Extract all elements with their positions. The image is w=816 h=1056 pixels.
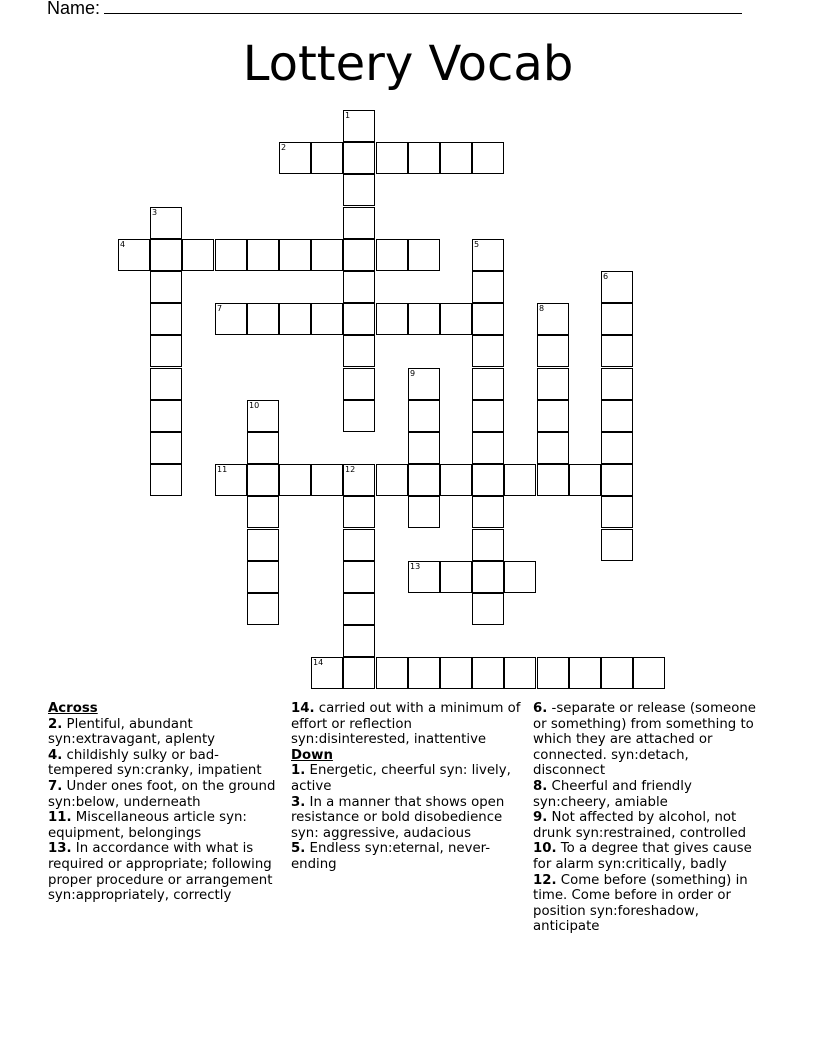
grid-cell[interactable]	[440, 303, 472, 335]
grid-cell[interactable]	[601, 464, 633, 496]
grid-cell[interactable]	[343, 657, 375, 689]
grid-cell[interactable]	[537, 464, 569, 496]
grid-cell[interactable]	[376, 657, 408, 689]
clue-down-6: 6. -separate or release (someone or something) from something to which they are attached or connected. syn:detach, disconnect	[533, 701, 756, 779]
grid-cell[interactable]	[247, 496, 279, 528]
grid-cell[interactable]	[601, 368, 633, 400]
grid-cell[interactable]	[472, 432, 504, 464]
grid-cell[interactable]	[343, 529, 375, 561]
grid-cell[interactable]	[537, 368, 569, 400]
grid-cell[interactable]	[472, 561, 504, 593]
grid-cell[interactable]	[472, 368, 504, 400]
clue-number: 2	[281, 143, 287, 152]
grid-cell[interactable]	[150, 207, 182, 239]
grid-cell[interactable]	[376, 239, 408, 271]
grid-cell[interactable]	[376, 303, 408, 335]
grid-cell[interactable]	[279, 303, 311, 335]
grid-cell[interactable]	[150, 400, 182, 432]
grid-cell[interactable]	[118, 239, 150, 271]
grid-cell[interactable]	[247, 239, 279, 271]
grid-cell[interactable]	[601, 529, 633, 561]
grid-cell[interactable]	[633, 657, 665, 689]
clue-down-5: 5. Endless syn:eternal, never-ending	[291, 841, 491, 872]
grid-cell[interactable]	[537, 657, 569, 689]
grid-cell[interactable]	[601, 335, 633, 367]
grid-cell[interactable]	[440, 561, 472, 593]
grid-cell[interactable]	[408, 561, 440, 593]
grid-cell[interactable]	[311, 303, 343, 335]
clue-number: 5	[474, 240, 480, 249]
grid-cell[interactable]	[472, 303, 504, 335]
clue-down-8: 8. Cheerful and friendly syn:cheery, amiable	[533, 778, 692, 810]
grid-cell[interactable]	[472, 657, 504, 689]
grid-cell[interactable]	[311, 464, 343, 496]
grid-cell[interactable]	[343, 174, 375, 206]
grid-cell[interactable]	[150, 368, 182, 400]
clue-across-11: 11. Miscellaneous article syn: equipment, belongings	[48, 810, 247, 841]
grid-cell[interactable]	[311, 142, 343, 174]
grid-cell[interactable]	[440, 464, 472, 496]
name-label: Name:	[47, 0, 101, 18]
grid-cell[interactable]	[150, 335, 182, 367]
grid-cell[interactable]	[440, 657, 472, 689]
grid-cell[interactable]	[504, 561, 536, 593]
grid-cell[interactable]	[215, 464, 247, 496]
grid-cell[interactable]	[440, 142, 472, 174]
grid-cell[interactable]	[472, 593, 504, 625]
grid-cell[interactable]	[537, 335, 569, 367]
across-heading: Across	[48, 701, 98, 716]
grid-cell[interactable]	[343, 335, 375, 367]
grid-cell[interactable]	[343, 271, 375, 303]
grid-cell[interactable]	[472, 239, 504, 271]
grid-cell[interactable]	[472, 464, 504, 496]
grid-cell[interactable]	[247, 464, 279, 496]
grid-cell[interactable]	[408, 303, 440, 335]
grid-cell[interactable]	[150, 239, 182, 271]
grid-cell[interactable]	[150, 432, 182, 464]
grid-cell[interactable]	[601, 496, 633, 528]
grid-cell[interactable]	[247, 400, 279, 432]
grid-cell[interactable]	[408, 432, 440, 464]
clue-across-4: 4. childishly sulky or bad-tempered syn:cranky, impatient	[48, 747, 262, 779]
grid-cell[interactable]	[408, 464, 440, 496]
grid-cell[interactable]	[408, 239, 440, 271]
grid-cell[interactable]	[601, 400, 633, 432]
clue-across-14: 14. carried out with a minimum of effort or reflection syn:disinterested, inattentive	[291, 701, 521, 748]
grid-cell[interactable]	[343, 303, 375, 335]
grid-cell[interactable]	[343, 142, 375, 174]
grid-cell[interactable]	[343, 207, 375, 239]
clues-column-3	[533, 701, 765, 935]
clue-number: 12	[345, 465, 356, 474]
grid-cell[interactable]	[247, 303, 279, 335]
grid-cell[interactable]	[215, 303, 247, 335]
grid-cell[interactable]	[376, 142, 408, 174]
clue-number: 8	[539, 304, 545, 313]
clues-column-1	[48, 701, 278, 904]
clue-down-1: 1. Energetic, cheerful syn: lively, active	[291, 763, 511, 794]
grid-cell[interactable]	[247, 593, 279, 625]
grid-cell[interactable]	[150, 464, 182, 496]
grid-cell[interactable]	[601, 271, 633, 303]
grid-cell[interactable]	[408, 142, 440, 174]
grid-cell[interactable]	[569, 657, 601, 689]
grid-cell[interactable]	[472, 335, 504, 367]
grid-cell[interactable]	[343, 496, 375, 528]
clue-across-13: 13. In accordance with what is required or appropriate; following proper procedure or arrangement syn:appropriately, correctly	[48, 841, 273, 904]
grid-cell[interactable]	[504, 657, 536, 689]
page-title: Lottery Vocab	[242, 36, 574, 92]
grid-cell[interactable]	[408, 496, 440, 528]
clue-down-12: 12. Come before (something) in time. Come before in order or position syn:foreshadow, anticipate	[533, 872, 748, 935]
grid-cell[interactable]	[247, 432, 279, 464]
clue-number: 10	[249, 401, 260, 410]
grid-cell[interactable]	[472, 400, 504, 432]
clue-number: 4	[120, 240, 126, 249]
clue-number: 9	[410, 369, 416, 378]
clue-number: 14	[313, 658, 324, 667]
down-heading: Down	[291, 747, 333, 763]
grid-cell[interactable]	[408, 368, 440, 400]
grid-cell[interactable]	[150, 303, 182, 335]
grid-cell[interactable]	[343, 400, 375, 432]
grid-cell[interactable]	[215, 239, 247, 271]
clues-column-2	[291, 701, 526, 873]
grid-cell[interactable]	[247, 561, 279, 593]
grid-cell[interactable]	[376, 464, 408, 496]
grid-cell[interactable]	[279, 464, 311, 496]
grid-cell[interactable]	[343, 464, 375, 496]
clue-down-10: 10. To a degree that gives cause for alarm syn:critically, badly	[533, 841, 752, 872]
grid-cell[interactable]	[343, 110, 375, 142]
grid-cell[interactable]	[182, 239, 214, 271]
grid-cell[interactable]	[343, 625, 375, 657]
grid-cell[interactable]	[343, 239, 375, 271]
clue-number: 13	[410, 562, 421, 571]
clue-across-2: 2. Plentiful, abundant syn:extravagant, aplenty	[48, 716, 216, 748]
grid-cell[interactable]	[537, 303, 569, 335]
grid-cell[interactable]	[472, 142, 504, 174]
grid-cell[interactable]	[569, 464, 601, 496]
grid-cell[interactable]	[601, 657, 633, 689]
grid-cell[interactable]	[311, 657, 343, 689]
grid-cell[interactable]	[601, 432, 633, 464]
grid-cell[interactable]	[601, 303, 633, 335]
grid-cell[interactable]	[150, 271, 182, 303]
grid-cell[interactable]	[472, 496, 504, 528]
clue-down-9: 9. Not affected by alcohol, not drunk syn:restrained, controlled	[533, 810, 747, 841]
grid-cell[interactable]	[279, 142, 311, 174]
grid-cell[interactable]	[408, 400, 440, 432]
grid-cell[interactable]	[247, 529, 279, 561]
grid-cell[interactable]	[472, 271, 504, 303]
clue-down-3: 3. In a manner that shows open resistance or bold disobedience syn: aggressive, audacious	[291, 794, 505, 841]
clue-number: 7	[217, 304, 223, 313]
grid-cell[interactable]	[504, 464, 536, 496]
clue-across-7: 7. Under ones foot, on the ground syn:below, underneath	[48, 778, 276, 810]
clue-number: 11	[217, 465, 228, 474]
grid-cell[interactable]	[279, 239, 311, 271]
grid-cell[interactable]	[537, 400, 569, 432]
grid-cell[interactable]	[537, 432, 569, 464]
grid-cell[interactable]	[408, 657, 440, 689]
grid-cell[interactable]	[343, 368, 375, 400]
grid-cell[interactable]	[311, 239, 343, 271]
grid-cell[interactable]	[343, 561, 375, 593]
clue-number: 3	[152, 208, 158, 217]
clue-number: 6	[603, 272, 609, 281]
grid-cell[interactable]	[472, 529, 504, 561]
clue-number: 1	[345, 111, 351, 120]
grid-cell[interactable]	[343, 593, 375, 625]
